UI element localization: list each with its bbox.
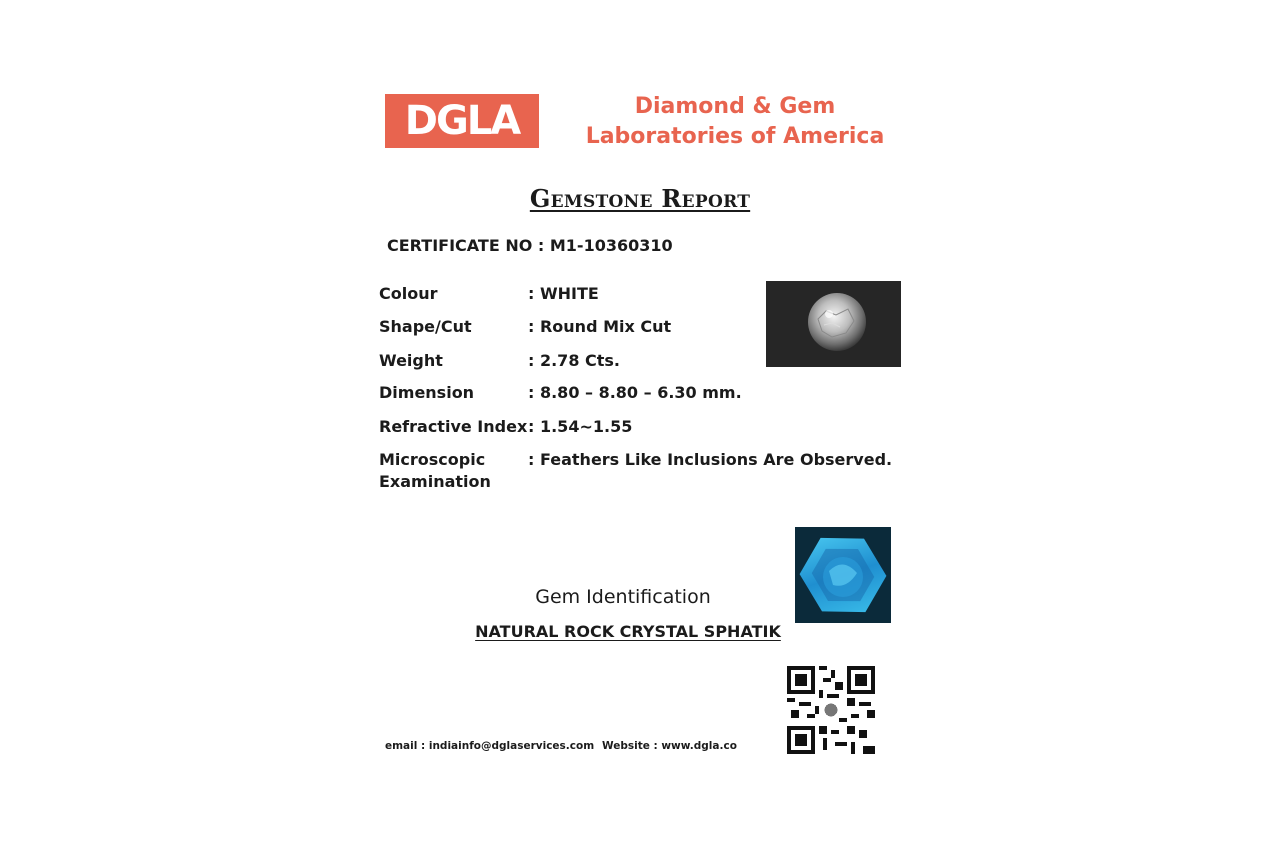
- dgla-hologram-image: [795, 527, 891, 623]
- field-value: : 1.54~1.55: [528, 417, 633, 436]
- field-value: : Feathers Like Inclusions Are Observed.: [528, 450, 893, 469]
- certificate-number: M1-10360310: [549, 236, 673, 255]
- field-value: : WHITE: [528, 284, 599, 303]
- footer-email: email : indiainfo@dglaservices.com: [385, 740, 595, 752]
- report-title: Gemstone Report: [529, 184, 751, 213]
- hologram-sticker: [795, 527, 891, 623]
- qr-code-image: [787, 666, 875, 754]
- field-label: Refractive Index: [379, 417, 528, 436]
- footer-website: Website : www.dgla.co: [602, 740, 737, 752]
- certificate-number-row: [387, 236, 673, 255]
- field-label: Shape/Cut: [379, 317, 472, 336]
- dgla-logo: [385, 94, 539, 148]
- field-label: Colour: [379, 284, 438, 303]
- field-label: Dimension: [379, 383, 475, 402]
- logo-text: DGLA: [404, 98, 520, 144]
- field-value: : 8.80 – 8.80 – 6.30 mm.: [528, 383, 742, 402]
- certificate-separator: :: [537, 236, 545, 255]
- stone-photo: [766, 281, 901, 367]
- lab-name: [560, 92, 910, 152]
- field-label-line1: Microscopic: [379, 450, 486, 469]
- gem-identification-heading: Gem Identification: [535, 586, 711, 608]
- field-label: Weight: [379, 351, 443, 370]
- field-label: [379, 449, 529, 493]
- certificate-label: CERTIFICATE NO: [387, 236, 533, 255]
- field-label-line2: Examination: [379, 472, 491, 491]
- lab-name-line2: Laboratories of America: [585, 124, 885, 149]
- field-value: : 2.78 Cts.: [528, 351, 621, 370]
- lab-name-line1: Diamond & Gem: [634, 94, 836, 119]
- gem-identification-result: NATURAL ROCK CRYSTAL SPHATIK: [475, 622, 781, 641]
- qr-code: [787, 666, 875, 754]
- field-value: : Round Mix Cut: [528, 317, 672, 336]
- crystal-ball-image: [766, 281, 901, 367]
